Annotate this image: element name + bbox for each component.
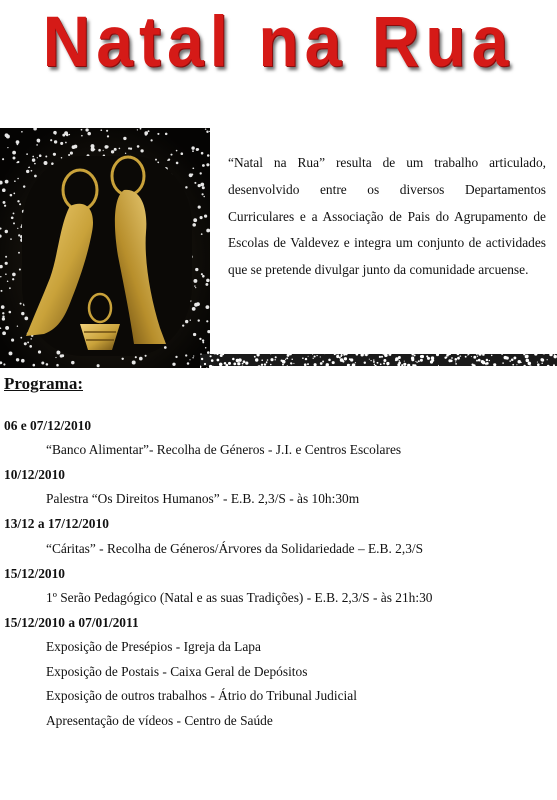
snow-divider (200, 346, 557, 372)
programa-item: “Banco Alimentar”- Recolha de Géneros - J.I. e Centros Escolares (46, 442, 402, 457)
programa-item: 1º Serão Pedagógico (Natal e as suas Tradições) - E.B. 2,3/S - às 21h:30 (46, 590, 433, 605)
programa-item: Exposição de Presépios - Igreja da Lapa (46, 639, 261, 654)
programa-date: 15/12/2010 a 07/01/2011 (4, 615, 139, 630)
programa-item: Exposição de outros trabalhos - Átrio do Tribunal Judicial (46, 688, 357, 703)
nativity-image (0, 128, 210, 368)
programa-item: Apresentação de vídeos - Centro de Saúde (46, 713, 273, 728)
programa-date: 06 e 07/12/2010 (4, 418, 92, 433)
programa-item: “Cáritas” - Recolha de Géneros/Árvores da Solidariedade – E.B. 2,3/S (46, 541, 424, 556)
programa-heading: Programa: (4, 374, 83, 393)
programa-date: 15/12/2010 (4, 566, 66, 581)
programa-item: Palestra “Os Direitos Humanos” - E.B. 2,3/S - às 10h:30m (46, 491, 360, 506)
programa-date: 10/12/2010 (4, 467, 66, 482)
page-title: Natal na Rua (42, 1, 515, 81)
intro-paragraph: “Natal na Rua” resulta de um trabalho articulado, desenvolvido entre os diversos Departamentos Curriculares e a Associação de Pais do Agrupamento de Escolas de Valdevez e integra um conjunto de actividades que se pretende divulgar junto da comunidade arcuense. (228, 155, 546, 278)
programa-date: 13/12 a 17/12/2010 (4, 516, 109, 531)
programa-item: Exposição de Postais - Caixa Geral de Depósitos (46, 664, 308, 679)
